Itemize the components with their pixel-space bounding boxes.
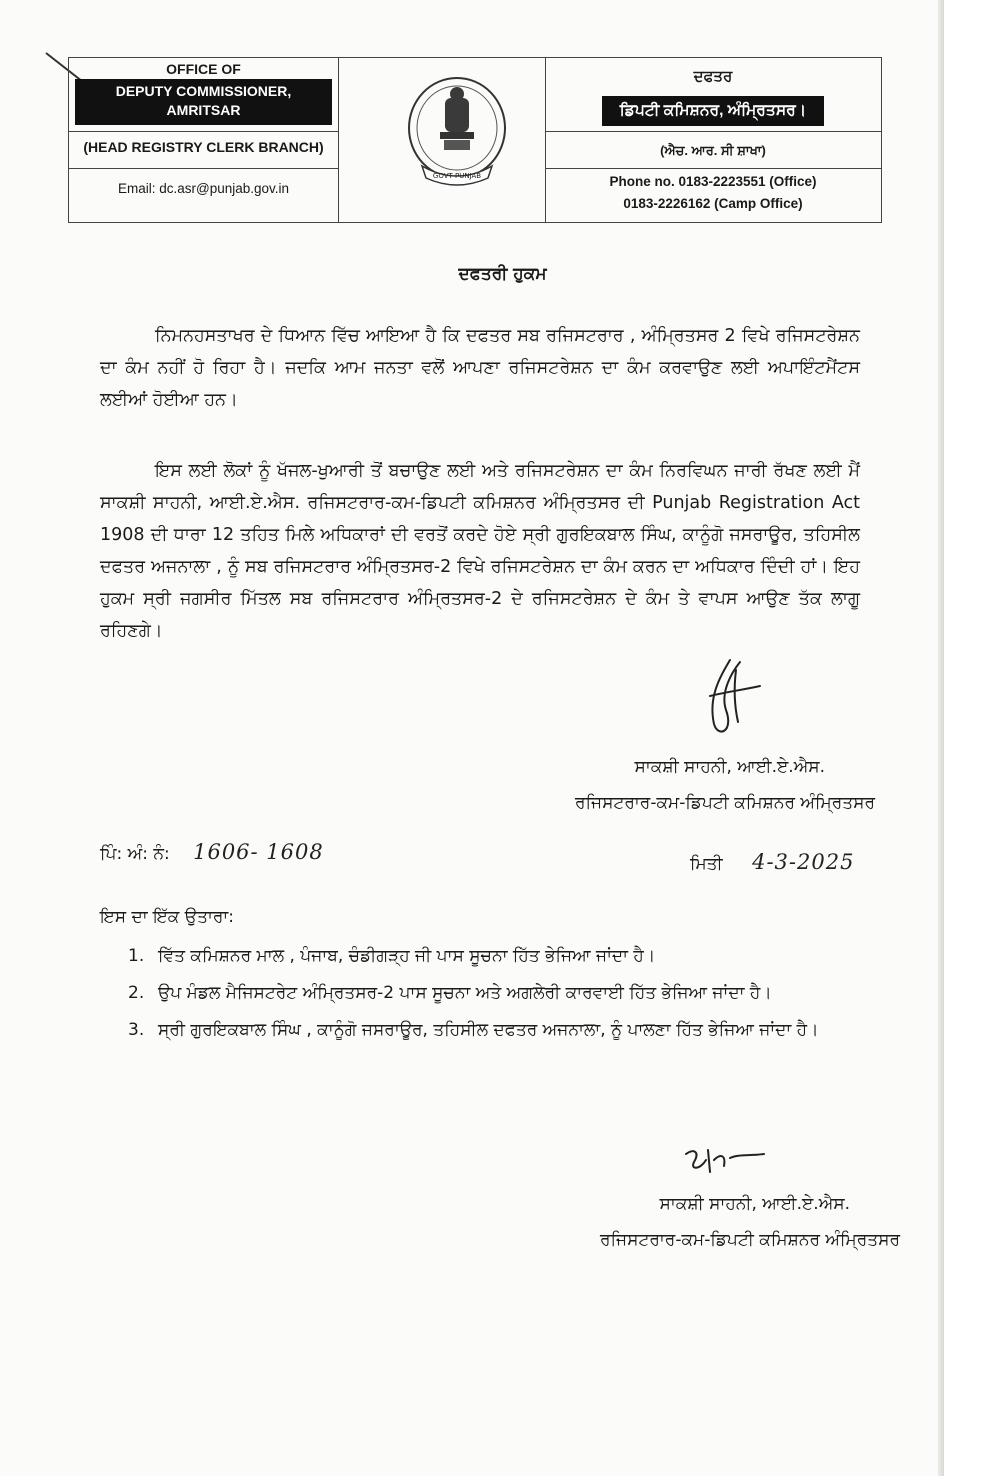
phone-camp: 0183-2226162 (Camp Office) — [623, 196, 803, 211]
endorsement-number-value: 1606- 1608 — [193, 840, 324, 864]
order-title: ਦਫਤਰੀ ਹੁਕਮ — [458, 264, 547, 284]
paragraph-2 — [100, 455, 860, 647]
date-value: 4-3-2025 — [752, 850, 855, 874]
signature-block-2 — [600, 1186, 900, 1258]
office-pa-label: ਦਫਤਰ — [693, 68, 733, 85]
paragraph-2-text: ਇਸ ਲਈ ਲੋਕਾਂ ਨੂੰ ਖੱਜਲ-ਖੁਆਰੀ ਤੋਂ ਬਚਾਉਣ ਲਈ ਅਤੇ ਰਜਿਸਟਰੇਸ਼ਨ ਦਾ ਕੰਮ ਨਿਰਵਿਘਨ ਜਾਰੀ ਰੱਖਣ ਲਈ ਮੈਂ ਸਾਕਸ਼ੀ ਸਾਹਨੀ, ਆਈ.ਏ.ਐਸ. ਰਜਿਸਟਰਾਰ-ਕਮ-ਡਿਪਟੀ ਕਮਿਸ਼ਨਰ ਅੰਮ੍ਰਿਤਸਰ ਦੀ Punjab Registration Act 1908 ਦੀ ਧਾਰਾ 12 ਤਹਿਤ ਮਿਲੇ ਅਧਿਕਾਰਾਂ ਦੀ ਵਰਤੋਂ ਕਰਦੇ ਹੋਏ ਸ੍ਰੀ ਗੁਰਇਕਬਾਲ ਸਿੰਘ, ਕਾਨੂੰਗੋ ਜਸਰਾਊਰ, ਤਹਿਸੀਲ ਦਫਤਰ ਅਜਨਾਲਾ , ਨੂੰ ਸਬ ਰਜਿਸਟਰਾਰ ਅੰਮ੍ਰਿਤਸਰ-2 ਵਿਖੇ ਰਜਿਸਟਰੇਸ਼ਨ ਦਾ ਕੰਮ ਕਰਨ ਦਾ ਅਧਿਕਾਰ ਦਿੰਦੀ ਹਾਂ। ਇਹ ਹੁਕਮ ਸ੍ਰੀ ਜਗਸੀਰ ਮਿੱਤਲ ਸਬ ਰਜਿਸਟਰਾਰ ਅੰਮ੍ਰਿਤਸਰ-2 ਦੇ ਰਜਿਸਟਰੇਸ਼ਨ ਦੇ ਕੰਮ ਤੇ ਵਾਪਸ ਆਉਣ ਤੱਕ ਲਾਗੂ ਰਹਿਣਗੇ। — [100, 461, 860, 641]
signature-2 — [680, 1140, 770, 1180]
signatory-name-1: ਸਾਕਸ਼ੀ ਸਾਹਨੀ, ਆਈ.ਏ.ਐਸ. — [634, 757, 825, 777]
paragraph-1-text: ਨਿਮਨਹਸਤਾਖਰ ਦੇ ਧਿਆਨ ਵਿੱਚ ਆਇਆ ਹੈ ਕਿ ਦਫਤਰ ਸਬ ਰਜਿਸਟਰਾਰ , ਅੰਮ੍ਰਿਤਸਰ 2 ਵਿਖੇ ਰਜਿਸਟਰੇਸ਼ਨ ਦਾ ਕੰਮ ਨਹੀਂ ਹੋ ਰਿਹਾ ਹੈ। ਜਦਕਿ ਆਮ ਜਨਤਾ ਵਲੋਂ ਆਪਣਾ ਰਜਿਸਟਰੇਸ਼ਨ ਦਾ ਕੰਮ ਕਰਵਾਉਣ ਲਈ ਅਪਾਇੰਟਮੈਂਟਸ ਲਈਆਂ ਹੋਈਆ ਹਨ। — [100, 326, 860, 410]
signatory-name-2: ਸਾਕਸ਼ੀ ਸਾਹਨੀ, ਆਈ.ਏ.ਐਸ. — [659, 1194, 850, 1214]
endorsement-number — [100, 840, 324, 864]
copy-title: ਇਸ ਦਾ ਇੱਕ ਉਤਾਰਾ: — [100, 907, 234, 927]
branch-name: (HEAD REGISTRY CLERK BRANCH) — [83, 139, 324, 155]
signature-1 — [690, 652, 770, 742]
page-margin — [944, 0, 1005, 1476]
emblem-seal-icon — [404, 70, 510, 190]
dc-title: DEPUTY COMMISSIONER, — [115, 83, 292, 99]
list-item: 3. ਸ੍ਰੀ ਗੁਰਇਕਬਾਲ ਸਿੰਘ , ਕਾਨੂੰਗੋ ਜਸਰਾਊਰ, ਤਹਿਸੀਲ ਦਫਤਰ ਅਜਨਾਲਾ, ਨੂੰ ਪਾਲਣਾ ਹਿੱਤ ਭੇਜਿਆ ਜਾਂਦਾ ਹੈ। — [128, 1020, 819, 1040]
signature-block-1 — [575, 749, 875, 821]
list-item: 2. ਉਪ ਮੰਡਲ ਮੈਜਿਸਟਰੇਟ ਅੰਮ੍ਰਿਤਸਰ-2 ਪਾਸ ਸੂਚਨਾ ਅਤੇ ਅਗਲੇਰੀ ਕਾਰਵਾਈ ਹਿੱਤ ਭੇਜਿਆ ਜਾਂਦਾ ਹੈ। — [128, 983, 772, 1003]
endorsement-label: ਪਿੰ: ਅੰ: ਨੰ: — [100, 844, 170, 864]
date-label: ਮਿਤੀ — [690, 854, 723, 874]
signatory-designation-1: ਰਜਿਸਟਰਾਰ-ਕਮ-ਡਿਪਟੀ ਕਮਿਸ਼ਨਰ ਅੰਮ੍ਰਿਤਸਰ — [575, 793, 875, 813]
signatory-designation-2: ਰਜਿਸਟਰਾਰ-ਕਮ-ਡਿਪਟੀ ਕਮਿਸ਼ਨਰ ਅੰਮ੍ਰਿਤਸਰ — [600, 1230, 900, 1250]
dc-city: AMRITSAR — [166, 102, 241, 118]
paragraph-1 — [100, 320, 860, 416]
list-item: 1. ਵਿੱਤ ਕਮਿਸ਼ਨਰ ਮਾਲ , ਪੰਜਾਬ, ਚੰਡੀਗੜ੍ਹ ਜੀ ਪਾਸ ਸੂਚਨਾ ਹਿੱਤ ਭੇਜਿਆ ਜਾਂਦਾ ਹੈ। — [128, 946, 656, 966]
branch-pa: (ਐਚ. ਆਰ. ਸੀ ਸ਼ਾਖਾ) — [660, 143, 766, 158]
seal-label: GOVT PUNJAB — [432, 172, 482, 180]
dc-title-box — [75, 79, 332, 125]
endorsement-date — [690, 850, 854, 874]
phone-office: Phone no. 0183-2223551 (Office) — [609, 174, 817, 189]
dc-pa-title: ਡਿਪਟੀ ਕਮਿਸ਼ਨਰ, ਅੰਮ੍ਰਿਤਸਰ। — [602, 96, 824, 126]
copy-list — [128, 940, 888, 1051]
email-text: Email: dc.asr@punjab.gov.in — [117, 181, 290, 196]
office-of-label: OFFICE OF — [166, 61, 241, 77]
